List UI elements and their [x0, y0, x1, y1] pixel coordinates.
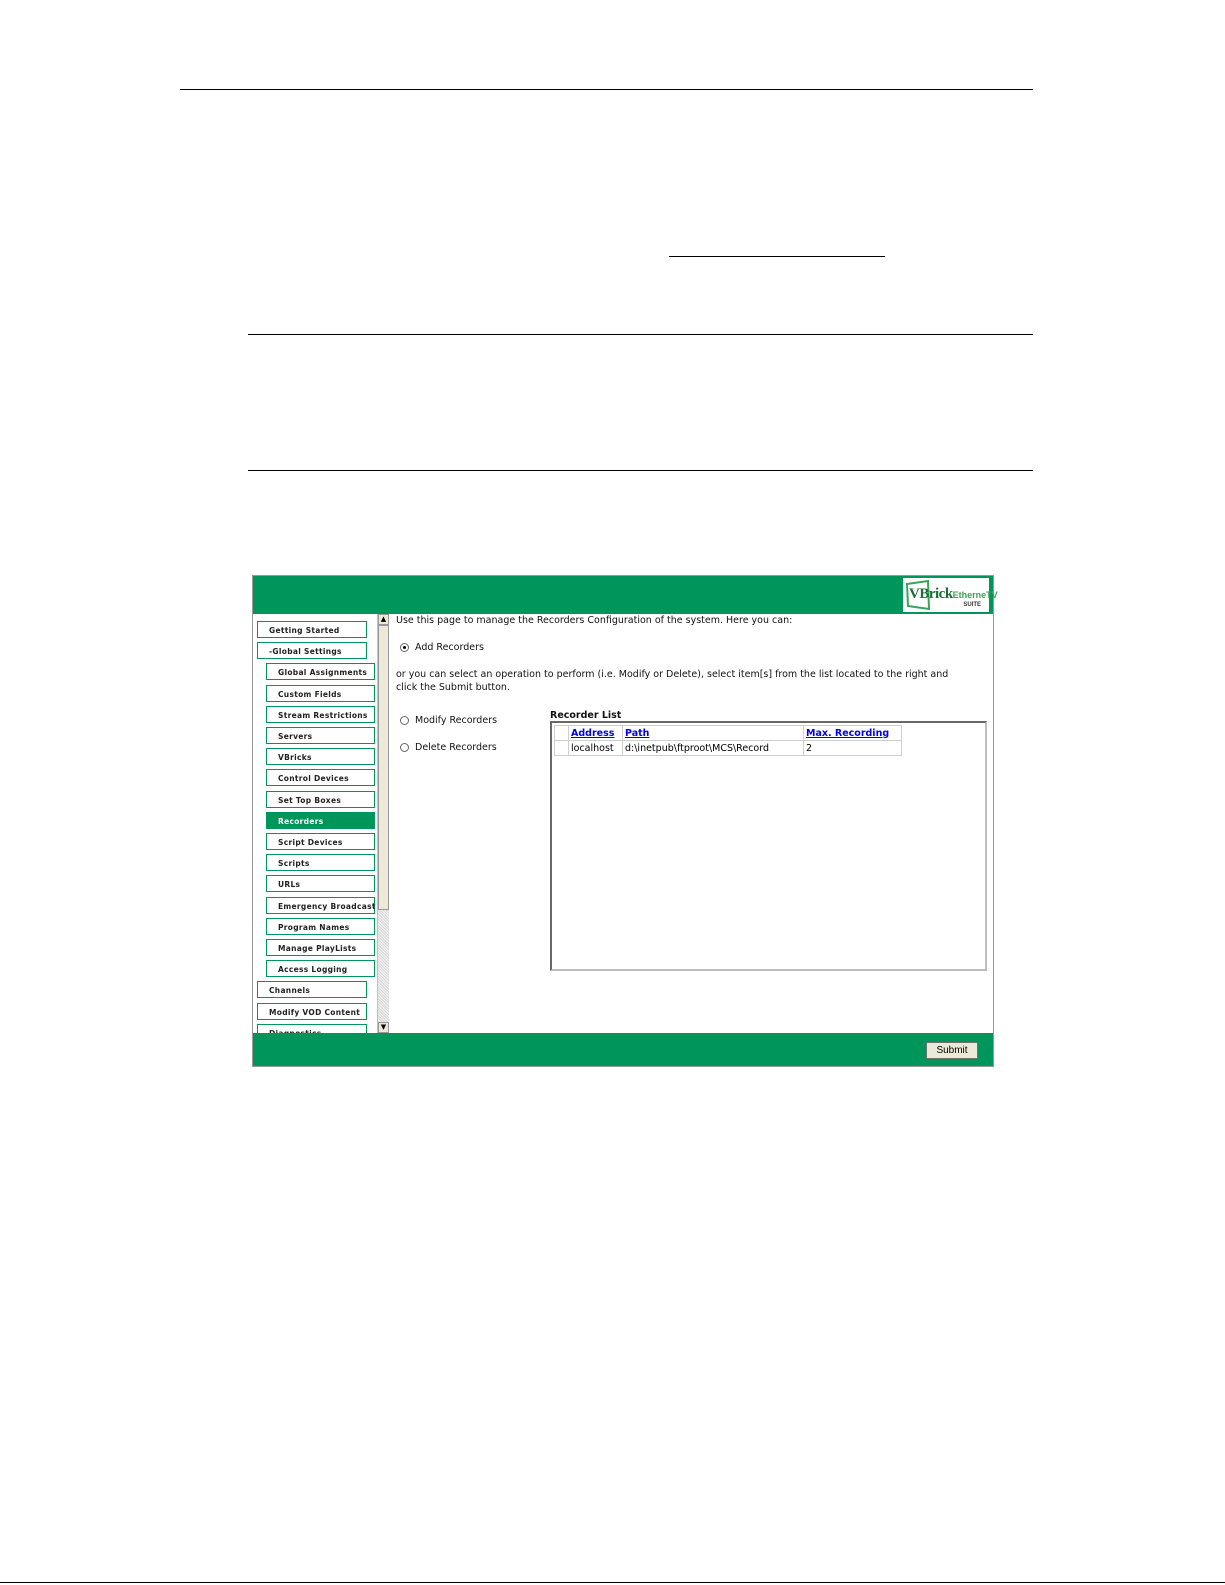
- bottom-banner: [253, 1033, 993, 1066]
- sidebar-item-recorders[interactable]: Recorders: [266, 812, 375, 829]
- modify-recorders-label: Modify Recorders: [415, 715, 498, 726]
- table-header-row: [555, 726, 902, 741]
- sidebar-item-set-top-boxes[interactable]: Set Top Boxes: [266, 791, 375, 808]
- recorder-table: [554, 725, 902, 756]
- logo-product: EtherneTV: [952, 590, 998, 600]
- sidebar-item-script-devices[interactable]: Script Devices: [266, 833, 375, 850]
- sidebar-item-servers[interactable]: Servers: [266, 727, 375, 744]
- scroll-thumb[interactable]: [378, 625, 389, 910]
- cell-path: d:\inetpub\ftproot\MCS\Record: [623, 741, 804, 756]
- column-header-max-recording[interactable]: Max. Recording: [804, 726, 902, 741]
- cell-address: localhost: [569, 741, 623, 756]
- row-select-cell[interactable]: [555, 741, 569, 756]
- sidebar-item-scripts[interactable]: Scripts: [266, 854, 375, 871]
- sidebar-item-manage-playlists[interactable]: Manage PlayLists: [266, 939, 375, 956]
- instructions-line-2: click the Submit button.: [396, 682, 510, 693]
- add-recorders-label: Add Recorders: [415, 642, 484, 653]
- table-row[interactable]: [555, 741, 902, 756]
- recorders-config-screenshot: [252, 575, 998, 1067]
- cell-max-recording: 2: [804, 741, 902, 756]
- sidebar-item-program-names[interactable]: Program Names: [266, 918, 375, 935]
- logo-suite: SUITE: [963, 602, 981, 608]
- column-header-address[interactable]: Address: [569, 726, 623, 741]
- sidebar-item-control-devices[interactable]: Control Devices: [266, 769, 375, 786]
- sidebar-item-vbricks[interactable]: VBricks: [266, 748, 375, 765]
- add-recorders-radio[interactable]: [400, 643, 409, 652]
- scroll-down-arrow-icon[interactable]: ▼: [378, 1022, 389, 1033]
- sidebar-nav: [253, 614, 389, 1033]
- link-underline-rule: [669, 256, 885, 257]
- instructions-line-1: or you can select an operation to perform (i.e. Modify or Delete), select item[s] from the list located to the right and: [396, 669, 949, 680]
- note-top-rule: [248, 334, 1033, 335]
- select-column-header: [555, 726, 569, 741]
- sidebar-item-global-settings[interactable]: -Global Settings: [257, 642, 367, 659]
- sidebar-item-getting-started[interactable]: Getting Started: [257, 621, 367, 638]
- sidebar-item-global-assignments[interactable]: Global Assignments: [266, 663, 375, 680]
- sidebar-item-custom-fields[interactable]: Custom Fields: [266, 685, 375, 702]
- sidebar-item-modify-vod-content[interactable]: Modify VOD Content: [257, 1003, 367, 1020]
- sidebar-scrollbar[interactable]: [377, 614, 389, 1033]
- sidebar-item-emergency-broadcast[interactable]: Emergency Broadcast: [266, 897, 375, 914]
- delete-recorders-radio[interactable]: [400, 743, 409, 752]
- delete-recorders-label: Delete Recorders: [415, 742, 497, 753]
- recorder-list-frame: [550, 721, 987, 971]
- intro-text: Use this page to manage the Recorders Configuration of the system. Here you can:: [396, 615, 793, 626]
- modify-recorders-radio[interactable]: [400, 716, 409, 725]
- sidebar-item-stream-restrictions[interactable]: Stream Restrictions: [266, 706, 375, 723]
- logo-brand: VBrick: [909, 586, 953, 602]
- page-header-rule: [180, 89, 1033, 90]
- note-bottom-rule: [248, 470, 1033, 471]
- recorder-list-title: Recorder List: [550, 710, 622, 721]
- column-header-path[interactable]: Path: [623, 726, 804, 741]
- submit-button[interactable]: Submit: [926, 1042, 978, 1059]
- page-footer-rule: [0, 1582, 1225, 1583]
- vbrick-logo: [903, 578, 998, 612]
- sidebar-item-channels[interactable]: Channels: [257, 981, 367, 998]
- top-banner: [253, 576, 998, 614]
- sidebar-item-access-logging[interactable]: Access Logging: [266, 960, 375, 977]
- sidebar-item-urls[interactable]: URLs: [266, 875, 375, 892]
- scroll-up-arrow-icon[interactable]: ▲: [378, 614, 389, 625]
